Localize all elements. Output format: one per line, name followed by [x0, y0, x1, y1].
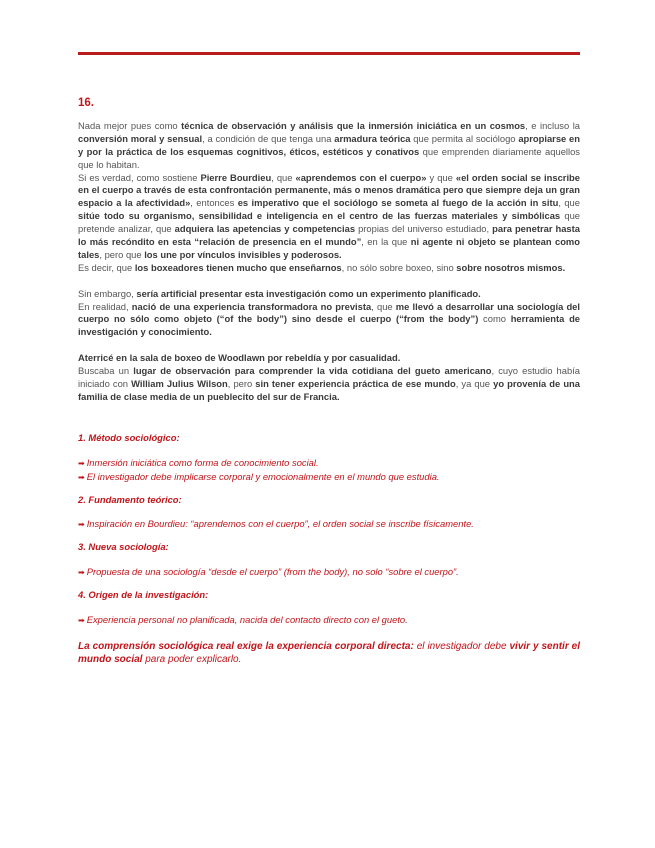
- paragraph-6: Aterricé en la sala de boxeo de Woodlawn por rebeldía y por casualidad.: [78, 352, 401, 364]
- section-title-origin: 4. Origen de la investigación:: [78, 589, 209, 601]
- spacer: [78, 275, 580, 288]
- section-title-method: 1. Método sociológico:: [78, 431, 180, 443]
- list-item: ➡ El investigador debe implicarse corporal y emocionalmente en el mundo que estudia.: [78, 470, 440, 482]
- list-item: ➡ Inspiración en Bourdieu: “aprendemos con el cuerpo”, el orden social se inscribe físicamente.: [78, 518, 474, 530]
- arrow-icon: ➡: [78, 568, 85, 578]
- paragraph-2: Si es verdad, como sostiene Pierre Bourdieu, que «aprendemos con el cuerpo» y que «el orden social se inscribe en el cuerpo a través de esta confrontación permanente, más o menos dramática pero que siempre deja un gran espacio a la afectividad», entonces es imperativo que el sociólogo se someta al fuego de la acción in situ, que sitúe todo su organismo, sensibilidad e inteligencia en el centro de las fuerzas materiales y simbólicas que pretende analizar, que adquiera las apetencias y competencias propias del universo estudiado, para penetrar hasta lo más recóndito en esta “relación de presencia en el mundo”, en la que ni agente ni objeto se plantean como tales, pero que los une por vínculos invisibles y poderosos.: [78, 171, 580, 260]
- top-rule: [78, 52, 580, 55]
- paragraph-5: En realidad, nació de una experiencia transformadora no prevista, que me llevó a desarrollar una sociología del cuerpo no sólo como objeto (“of the body”) sino desde el cuerpo (“from the body”) como herramienta de investigación y conocimiento.: [78, 300, 581, 338]
- paragraph-4: Sin embargo, sería artificial presentar esta investigación como un experimento planificado.: [78, 287, 481, 299]
- spacer: [78, 339, 580, 352]
- arrow-icon: ➡: [78, 472, 85, 482]
- arrow-icon: ➡: [78, 520, 85, 530]
- document-body: [78, 97, 580, 667]
- page-number: 16.: [78, 97, 94, 109]
- arrow-icon: ➡: [78, 458, 85, 468]
- section-title-theory: 2. Fundamento teórico:: [78, 493, 182, 505]
- list-item: ➡ Propuesta de una sociología “desde el cuerpo” (from the body), no solo “sobre el cuerpo”.: [78, 566, 459, 578]
- section-title-new-sociology: 3. Nueva sociología:: [78, 541, 169, 553]
- paragraph-3: Es decir, que los boxeadores tienen mucho que enseñarnos, no sólo sobre boxeo, sino sobre nosotros mismos.: [78, 261, 566, 273]
- list-item: ➡ Inmersión iniciática como forma de conocimiento social.: [78, 456, 319, 468]
- paragraph-1: Nada mejor pues como técnica de observación y análisis que la inmersión iniciática en un cosmos, e incluso la conversión moral y sensual, a condición de que tenga una armadura teórica que permita al sociólogo apropiarse en y por la práctica de los esquemas cognitivos, éticos, estéticos y conativos que emprenden diariamente aquellos que lo habitan.: [78, 119, 580, 170]
- list-item: ➡ Experiencia personal no planificada, nacida del contacto directo con el gueto.: [78, 614, 408, 626]
- conclusion: La comprensión sociológica real exige la experiencia corporal directa: el investigador debe vivir y sentir el mundo social para poder explicarlo.: [78, 640, 580, 666]
- paragraph-7: Buscaba un lugar de observación para comprender la vida cotidiana del gueto americano, cuyo estudio había iniciado con William Julius Wilson, pero sin tener experiencia práctica de ese mundo, ya que yo provenía de una familia de clase media de un pueblecito del sur de Francia.: [78, 365, 581, 402]
- arrow-icon: ➡: [78, 616, 85, 626]
